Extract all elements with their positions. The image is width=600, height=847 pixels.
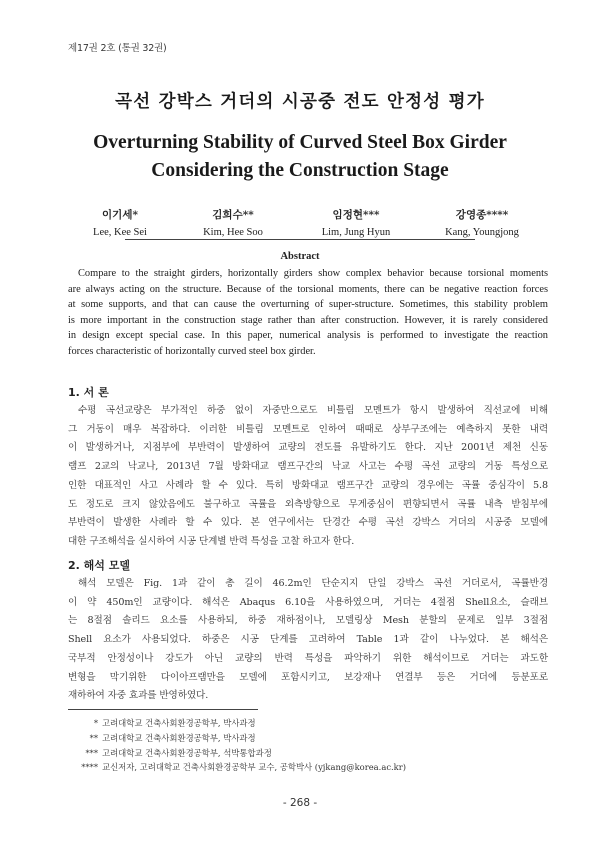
body-line: 수평 곡선교량은 부가적인 하중 없이 자중만으로도 비틀림 모멘트가 항시 발생하여 직선교에 비해 [78, 405, 548, 416]
footnote-mark: * [93, 718, 98, 728]
author-name-korean: 임정현*** [332, 209, 380, 221]
footnote-text: 고려대학교 건축사회환경공학부, 박사과정 [102, 718, 256, 728]
author-name-english: Kim, Hee Soo [203, 227, 263, 238]
footnote [68, 746, 548, 761]
abstract-line: are always acting on the structure. Because of the torsional moments, there can be negative reaction forces [68, 283, 548, 295]
section-heading-analysis-model: 2. 해석 모델 [68, 559, 130, 572]
body-line: 램프 2교의 낙교나, 2013년 7월 방화대교 램프구간의 낙교 사고는 수평 곡선 교량의 거동 특성으로 [68, 461, 548, 473]
abstract-line: is more important in the construction stage rather than after construction. However, it is rarely considered [68, 314, 548, 326]
abstract-line: at some supports, and that can cause the overturning of super-structure. Sometimes, this stability problem [68, 299, 548, 310]
abstract-body [68, 266, 548, 359]
body-line: 변형을 막기위한 다이아프램만을 모델에 포함시키고, 보강재나 연결부 등은 거더에 등분포로 [68, 671, 548, 683]
body-line: 이 약 450m인 교량이다. 해석은 Abaqus 6.10을 사용하였으며, 거더는 4절점 Shell요소, 슬래브 [68, 596, 548, 608]
body-line: 는 8절점 솔리드 요소를 사용하되, 하중 재하점이나, 모델링상 Mesh 분할의 문제로 일부 3절점 [68, 615, 548, 627]
body-line: 그 거동이 매우 복잡하다. 이러한 비틀림 모멘트로 인하여 때때로 상부구조에는 예측하지 못한 내력 [68, 423, 548, 435]
paper-title-korean: 곡선 강박스 거더의 시공중 전도 안정성 평가 [115, 92, 485, 112]
author-name-english: Lim, Jung Hyun [321, 227, 391, 238]
paper-title-english-line2: Considering the Construction Stage [151, 160, 449, 181]
author-name-korean: 이기세* [102, 209, 138, 221]
body-line: Shell 요소가 사용되었다. 하중은 시공 단계를 고려하여 Table 1과 같이 나누었다. 본 해석은 [68, 634, 548, 646]
body-line: 도 정도로 크지 않았음에도 불구하고 곡률을 외측방향으로 무게중심이 편향되면서 곡률 내측 받침부에 [68, 498, 548, 510]
section-body-analysis-model [68, 575, 548, 706]
footnote-mark: **** [81, 762, 98, 773]
footnote [68, 731, 548, 746]
body-line: 이 발생하거나, 지점부에 부반력이 발생하여 교량의 전도를 유발하기도 한다. 지난 2001년 제천 신동 [68, 442, 548, 454]
footnote-divider [68, 709, 258, 710]
author-name-korean: 김희수** [212, 209, 254, 221]
author-3 [296, 207, 416, 238]
paper-title-english-line1: Overturning Stability of Curved Steel Box Girder [93, 132, 507, 153]
abstract-heading: Abstract [280, 251, 320, 262]
abstract-line: forces characteristic of horizontally curved steel box girder. [68, 345, 316, 357]
section-body-introduction [68, 402, 548, 552]
body-line: 재하하여 자중 효과를 반영하였다. [68, 690, 209, 702]
author-name-english: Lee, Kee Sei [93, 227, 147, 238]
footnotes [68, 716, 548, 775]
footnote-text: 교신저자, 고려대학교 건축사회환경공학부 교수, 공학박사 (yjkang@korea.ac.kr) [102, 762, 407, 773]
section-heading-introduction: 1. 서 론 [68, 386, 109, 399]
abstract-line: Compare to the straight girders, horizontally girders show complex behavior because torsional moments [78, 268, 548, 279]
journal-volume-header: 제17권 2호 (통권 32권) [68, 43, 167, 54]
abstract-line: in design except special case. In this paper, numerical analysis is performed to investigate the reaction [68, 330, 548, 341]
body-line: 해석 모델은 Fig. 1과 같이 총 길이 46.2m인 단순지지 단일 강박스 곡선 거더로서, 곡률반경 [78, 578, 548, 589]
title-divider [125, 239, 475, 240]
author-name-english: Kang, Youngjong [445, 227, 519, 238]
footnote-text: 고려대학교 건축사회환경공학부, 박사과정 [102, 732, 256, 743]
footnote [68, 716, 548, 731]
author-1 [60, 207, 180, 238]
footnote-mark: ** [89, 732, 98, 743]
body-line: 국부적 안정성이나 강도가 아닌 교량의 반력 특성을 파악하기 위한 해석이므로 거더는 과도한 [68, 652, 548, 664]
author-4 [422, 207, 542, 238]
footnote-text: 고려대학교 건축사회환경공학부, 석박통합과정 [102, 747, 272, 758]
body-line: 인한 대표적인 사고 사례라 할 수 있다. 특히 방화대교 램프구간 교량의 경우에는 곡률 중심각이 5.8 [68, 479, 548, 491]
author-2 [173, 207, 293, 238]
footnote-mark: *** [85, 747, 98, 758]
body-line: 대한 구조해석을 실시하여 시공 단계별 반력 특성을 고찰 하고자 한다. [68, 535, 355, 547]
page-number: - 268 - [282, 797, 318, 809]
footnote [68, 760, 548, 775]
author-name-korean: 강영종**** [455, 209, 509, 221]
body-line: 부반력이 발생한 사례라 할 수 있다. 본 연구에서는 단경간 수평 곡선 강박스 거더의 시공중 모델에 [68, 517, 548, 529]
